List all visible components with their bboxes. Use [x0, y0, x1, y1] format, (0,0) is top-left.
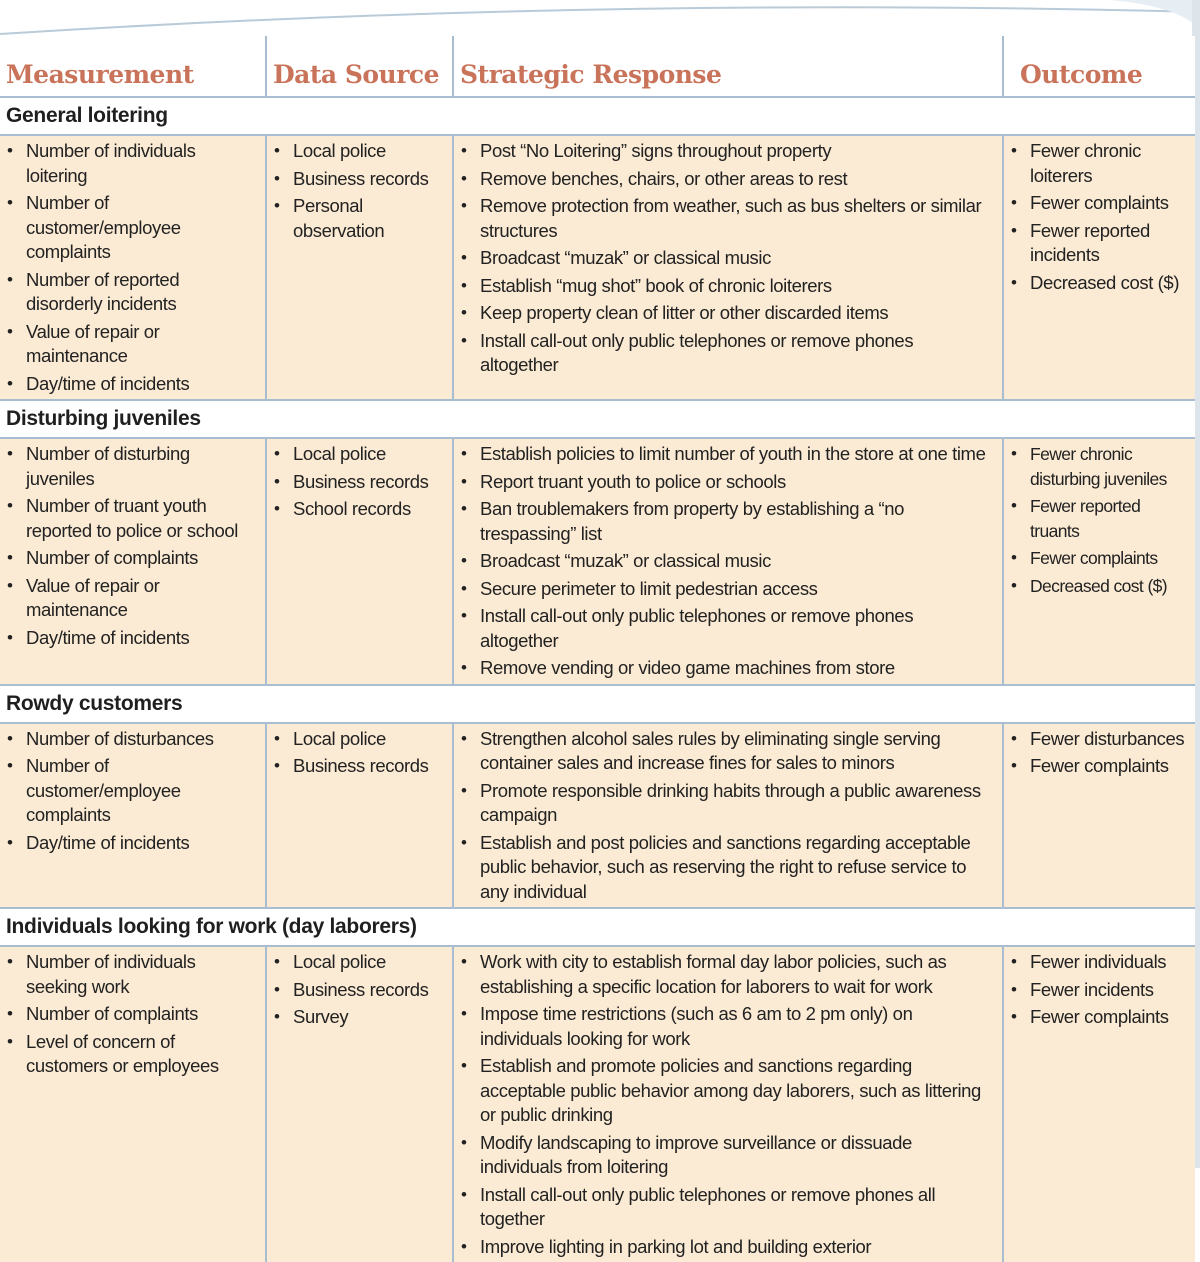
list-item: • Number of reported disorderly incidents	[26, 268, 257, 317]
list-item: • Survey	[293, 1005, 444, 1030]
list-item: • Fewer reported incidents	[1030, 219, 1187, 268]
list-item: • Local police	[293, 139, 444, 164]
list-item: • Fewer complaints	[1030, 191, 1187, 216]
list-item: • Number of truant youth reported to police or school	[26, 494, 257, 543]
list-item: • Install call-out only public telephones or remove phones altogether	[480, 604, 994, 653]
strategic-response-cell	[453, 946, 1003, 1262]
list-item: • Remove vending or video game machines from store	[480, 656, 994, 681]
strategy-table	[0, 36, 1195, 1262]
section-title: Rowdy customers	[0, 685, 1195, 723]
list-item: • Post “No Loitering” signs throughout property	[480, 139, 994, 164]
list-item: • Number of individuals loitering	[26, 139, 257, 188]
list-item: • Fewer complaints	[1030, 546, 1187, 571]
list-item: • Improve lighting in parking lot and building exterior	[480, 1235, 994, 1260]
list-item: • Business records	[293, 754, 444, 779]
list-item: • Broadcast “muzak” or classical music	[480, 549, 994, 574]
list-item: • Remove protection from weather, such as bus shelters or similar structures	[480, 194, 994, 243]
section-row	[0, 97, 1195, 135]
list-item: • Fewer reported truants	[1030, 494, 1187, 543]
list-item: • Local police	[293, 950, 444, 975]
header-data-source: Data Source	[266, 36, 453, 97]
list-item: • Number of customer/employee complaints	[26, 754, 257, 828]
list-item: • Fewer chronic loiterers	[1030, 139, 1187, 188]
list-item: • Fewer incidents	[1030, 978, 1187, 1003]
header-row	[0, 36, 1195, 97]
list-item: • Establish policies to limit number of youth in the store at one time	[480, 442, 994, 467]
list-item: • Value of repair or maintenance	[26, 574, 257, 623]
data-source-cell	[266, 135, 453, 400]
list-item: • Number of complaints	[26, 1002, 257, 1027]
list-item: • Number of customer/employee complaints	[26, 191, 257, 265]
list-item: • Promote responsible drinking habits through a public awareness campaign	[480, 779, 994, 828]
list-item: • Report truant youth to police or schools	[480, 470, 994, 495]
section-row	[0, 908, 1195, 946]
list-item: • Day/time of incidents	[26, 372, 257, 397]
data-source-cell	[266, 723, 453, 909]
section-title: Individuals looking for work (day laborers)	[0, 908, 1195, 946]
list-item: • Number of disturbing juveniles	[26, 442, 257, 491]
table-row	[0, 723, 1195, 909]
outcome-cell	[1003, 723, 1195, 909]
data-source-cell	[266, 946, 453, 1262]
table-row	[0, 135, 1195, 400]
outcome-cell	[1003, 135, 1195, 400]
header-strategic-response: Strategic Response	[453, 36, 1003, 97]
measurement-cell	[0, 438, 266, 685]
list-item: • Day/time of incidents	[26, 831, 257, 856]
section-row	[0, 685, 1195, 723]
table-row	[0, 946, 1195, 1262]
list-item: • Keep property clean of litter or other discarded items	[480, 301, 994, 326]
measurement-cell	[0, 723, 266, 909]
list-item: • Business records	[293, 978, 444, 1003]
data-source-cell	[266, 438, 453, 685]
list-item: • Establish “mug shot” book of chronic loiterers	[480, 274, 994, 299]
list-item: • Secure perimeter to limit pedestrian access	[480, 577, 994, 602]
measurement-cell	[0, 946, 266, 1262]
list-item: • School records	[293, 497, 444, 522]
list-item: • Local police	[293, 727, 444, 752]
list-item: • Business records	[293, 167, 444, 192]
list-item: • Decreased cost ($)	[1030, 574, 1187, 599]
list-item: • Level of concern of customers or employees	[26, 1030, 257, 1079]
list-item: • Fewer individuals	[1030, 950, 1187, 975]
table-row	[0, 438, 1195, 685]
section-title: Disturbing juveniles	[0, 400, 1195, 438]
list-item: • Local police	[293, 442, 444, 467]
strategic-response-cell	[453, 438, 1003, 685]
list-item: • Install call-out only public telephones or remove phones altogether	[480, 329, 994, 378]
section-row	[0, 400, 1195, 438]
list-item: • Value of repair or maintenance	[26, 320, 257, 369]
list-item: • Install call-out only public telephones or remove phones all together	[480, 1183, 994, 1232]
header-outcome: Outcome	[1003, 36, 1195, 97]
list-item: • Broadcast “muzak” or classical music	[480, 246, 994, 271]
top-decorative-curve	[0, 0, 1200, 40]
list-item: • Work with city to establish formal day labor policies, such as establishing a specific location for laborers to wait for work	[480, 950, 994, 999]
list-item: • Fewer complaints	[1030, 754, 1187, 779]
list-item: • Business records	[293, 470, 444, 495]
outcome-cell	[1003, 438, 1195, 685]
list-item: • Strengthen alcohol sales rules by eliminating single serving container sales and increase fines for sales to minors	[480, 727, 994, 776]
list-item: • Remove benches, chairs, or other areas to rest	[480, 167, 994, 192]
measurement-cell	[0, 135, 266, 400]
list-item: • Fewer complaints	[1030, 1005, 1187, 1030]
section-title: General loitering	[0, 97, 1195, 135]
outcome-cell	[1003, 946, 1195, 1262]
list-item: • Personal observation	[293, 194, 444, 243]
list-item: • Modify landscaping to improve surveillance or dissuade individuals from loitering	[480, 1131, 994, 1180]
list-item: • Ban troublemakers from property by establishing a “no trespassing” list	[480, 497, 994, 546]
list-item: • Fewer disturbances	[1030, 727, 1187, 752]
header-measurement: Measurement	[0, 36, 266, 97]
strategic-response-cell	[453, 723, 1003, 909]
list-item: • Fewer chronic disturbing juveniles	[1030, 442, 1187, 491]
list-item: • Impose time restrictions (such as 6 am to 2 pm only) on individuals looking for work	[480, 1002, 994, 1051]
list-item: • Day/time of incidents	[26, 626, 257, 651]
list-item: • Establish and post policies and sanctions regarding acceptable public behavior, such as reserving the right to refuse service to any individual	[480, 831, 994, 905]
list-item: • Number of individuals seeking work	[26, 950, 257, 999]
list-item: • Decreased cost ($)	[1030, 271, 1187, 296]
strategic-response-cell	[453, 135, 1003, 400]
list-item: • Establish and promote policies and sanctions regarding acceptable public behavior among day laborers, such as littering or public drinking	[480, 1054, 994, 1128]
list-item: • Number of complaints	[26, 546, 257, 571]
list-item: • Number of disturbances	[26, 727, 257, 752]
